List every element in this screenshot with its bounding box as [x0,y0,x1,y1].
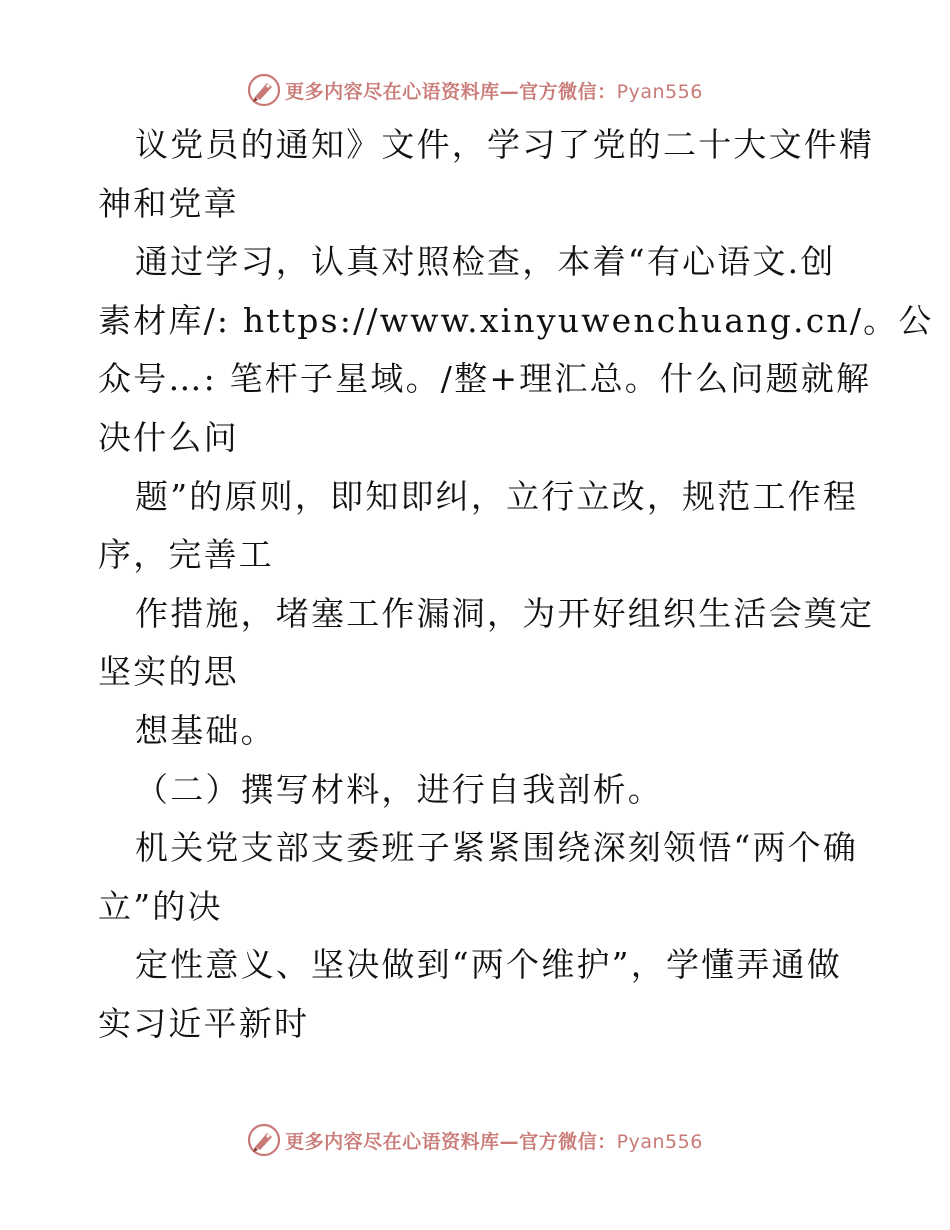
watermark-text: 更多内容尽在心语资料库—官方微信：Pyan556 [285,1130,703,1153]
pen-nib-logo-icon [247,1123,281,1157]
text-line: 坚实的思 [98,652,239,692]
text-line: 机关党支部支委班子紧紧围绕深刻领悟“两个确 [135,828,859,868]
header-watermark-banner [0,70,950,110]
text-line: 通过学习，认真对照检查，本着“有心语文.创 [135,242,836,282]
watermark-account: Pyan556 [616,80,703,103]
document-body [98,116,934,1054]
text-line: 题”的原则，即知即纠，立行立改，规范工作程 [135,476,859,516]
text-line: 作措施，堵塞工作漏洞，为开好组织生活会奠定 [135,593,875,633]
text-line: 实习近平新时 [98,1003,310,1043]
text-line: 想基础。 [135,710,276,750]
footer-watermark-banner [0,1120,950,1160]
watermark-text: 更多内容尽在心语资料库—官方微信：Pyan556 [285,80,703,103]
text-line: 立”的决 [98,886,223,926]
text-line: 神和党章 [98,183,239,223]
pen-nib-logo-icon [247,73,281,107]
text-line: 定性意义、坚决做到“两个维护”，学懂弄通做 [135,945,842,985]
section-heading: （二）撰写材料，进行自我剖析。 [135,769,663,809]
text-line: 众号…: 笔杆子星域。/整+理汇总。什么问题就解 [98,359,872,399]
text-line: 素材库/: https://www.xinyuwenchuang.cn/。公 [98,300,934,340]
text-line: 议党员的通知》文件，学习了党的二十大文件精 [135,125,875,164]
watermark-account: Pyan556 [616,1130,703,1153]
text-line: 序，完善工 [98,535,274,575]
text-line: 决什么问 [98,417,239,457]
